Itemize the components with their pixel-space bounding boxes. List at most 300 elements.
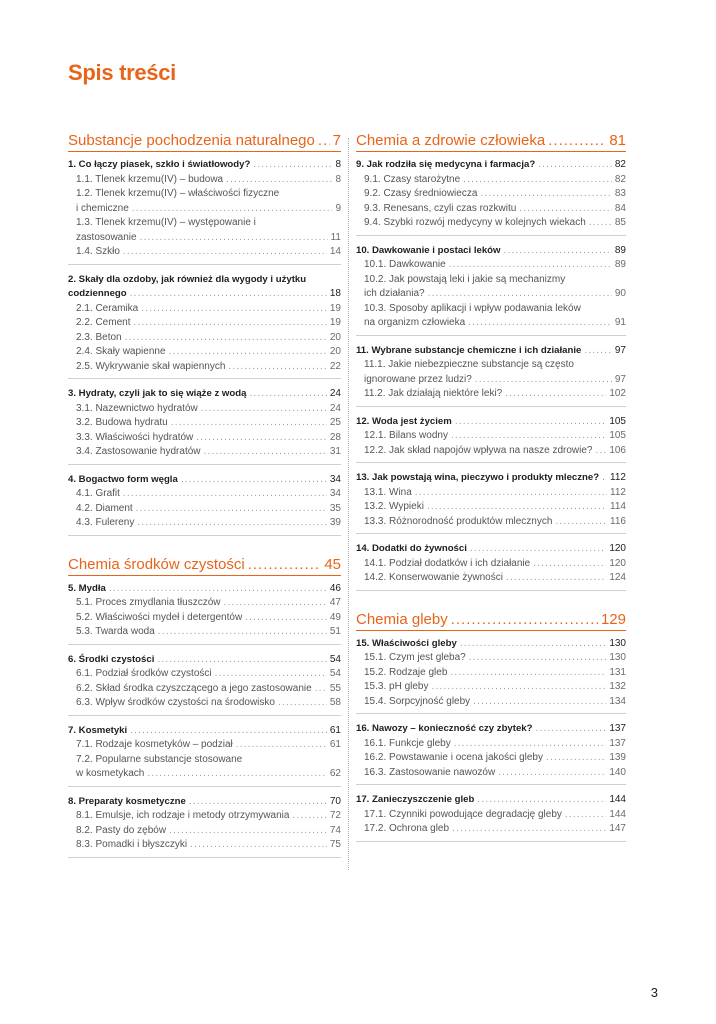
toc-entry-title: 13.1. Wina [364,486,412,498]
toc-subentry[interactable] [356,571,626,586]
dot-leader [224,596,327,611]
toc-entry-title: 9.1. Czasy starożytne [364,173,461,185]
toc-chapter [356,469,626,534]
dot-leader [253,158,332,173]
toc-entry-page: 20 [329,331,341,343]
toc-chapter-entry[interactable] [356,471,626,486]
dot-leader [555,515,607,530]
dot-leader [196,431,327,446]
toc-subentry[interactable] [356,173,626,188]
toc-entry-title: 6.1. Podział środków czystości [76,668,212,679]
toc-section [356,132,626,591]
toc-entry-page: 28 [329,431,341,443]
toc-subentry[interactable] [356,651,626,666]
toc-entry-page: 18 [329,288,341,299]
dot-leader [292,809,326,824]
toc-entry-page: 61 [329,724,341,736]
dot-leader [506,571,606,586]
toc-entry-page: 39 [329,517,341,528]
toc-entry-page: 70 [329,795,341,807]
toc-entry-title: 9. Jak rodziła się medycyna i farmacja? [356,159,536,170]
toc-subentry[interactable] [68,487,341,502]
toc-chapter [356,413,626,464]
toc-entry-title: 3.1. Nazewnictwo hydratów [76,402,198,414]
dot-leader [125,331,327,346]
toc-entry-page: 75 [329,839,341,850]
toc-entry-title: 7. Kosmetyki [68,724,128,736]
toc-section [356,611,626,842]
dot-leader [454,737,607,752]
dot-leader [469,651,607,666]
toc-subentry[interactable] [356,387,626,402]
toc-entry-page: 14 [329,246,341,257]
toc-chapter-entry[interactable] [356,722,626,737]
toc-entry-title: 8.2. Pasty do zębów [76,824,167,836]
toc-subentry[interactable] [68,611,341,626]
toc-entry-page: 139 [609,752,626,763]
toc-entry-title: 6.2. Skład środka czyszczącego a jego zastosowanie [76,682,312,694]
toc-subentry[interactable] [68,345,341,360]
toc-entry-page: 147 [609,823,626,834]
toc-entry-page: 131 [609,666,626,678]
section-heading-title: Substancje pochodzenia naturalnego [68,132,315,149]
toc-subentry[interactable] [68,682,341,697]
toc-subentry[interactable] [68,767,341,782]
toc-subentry[interactable] [68,360,341,375]
dot-leader [132,202,333,217]
toc-right-column [356,132,626,848]
toc-subentry[interactable] [356,258,626,273]
dot-leader [519,202,612,217]
toc-subentry[interactable] [68,245,341,260]
toc-chapter [356,156,626,236]
toc-subentry[interactable] [68,667,341,682]
section-heading-title: Chemia a zdrowie człowieka [356,132,546,149]
toc-entry-page: 19 [329,302,341,314]
toc-entry-title: codziennego [68,288,127,299]
dot-leader [171,416,327,431]
toc-subentry[interactable] [68,431,341,446]
toc-entry-page: 90 [614,288,626,299]
dot-leader [130,287,327,302]
dot-leader [226,173,332,188]
toc-entry-title: 12.2. Jak skład napojów wpływa na nasze zdrowie? [364,444,593,456]
toc-subentry[interactable] [68,824,341,839]
dot-leader [201,402,327,417]
toc-subentry[interactable] [68,331,341,346]
toc-subentry[interactable] [68,502,341,517]
toc-entry-page: 97 [614,373,626,385]
dot-leader [468,316,612,331]
toc-entry-page: 82 [614,159,626,170]
toc-chapter [356,720,626,785]
toc-entry-page: 35 [329,502,341,514]
toc-subentry[interactable] [356,373,626,388]
toc-chapter [68,271,341,380]
toc-entry-line[interactable]: 11.1. Jakie niebezpieczne substancje są często [364,359,574,370]
toc-chapter [356,791,626,842]
dot-leader [450,666,606,681]
toc-entry-page: 130 [609,637,626,649]
dot-leader [533,557,606,572]
dot-leader [546,751,606,766]
dot-leader [451,429,606,444]
toc-entry-title: 9.2. Czasy średniowiecza [364,188,478,199]
toc-subentry[interactable] [356,766,626,781]
toc-entry-title: 15.3. pH gleby [364,681,429,692]
toc-entry-page: 31 [329,446,341,457]
toc-entry-title: 15.2. Rodzaje gleb [364,666,448,678]
toc-entry-line[interactable]: 10.3. Sposoby aplikacji i wpływ podawania leków [364,302,581,314]
dot-leader [278,696,327,711]
dot-leader [463,173,612,188]
toc-entry-title: 5.2. Właściwości mydeł i detergentów [76,611,243,623]
toc-entry-page: 144 [609,794,626,805]
toc-chapter-entry[interactable] [68,473,341,488]
column-divider [348,138,349,870]
toc-chapter-entry[interactable] [356,637,626,652]
toc-chapter [356,342,626,407]
toc-subentry[interactable] [68,173,341,188]
toc-entry-page: 114 [610,501,626,512]
toc-subentry[interactable] [356,822,626,837]
toc-chapter-entry[interactable] [68,582,341,597]
toc-entry-page: 54 [329,653,341,665]
toc-entry-page: 91 [614,317,626,328]
toc-subentry[interactable] [356,515,626,530]
dot-leader [169,345,327,360]
toc-subentry[interactable] [356,429,626,444]
dot-leader [589,216,612,231]
toc-entry-title: 15. Właściwości gleby [356,637,457,649]
toc-chapter-entry[interactable] [68,287,341,302]
toc-entry-page: 54 [329,668,341,679]
toc-entry-title: 3. Hydraty, czyli jak to się wiąże z wodą [68,388,247,399]
dot-leader [584,344,612,359]
toc-entry-page: 120 [609,557,626,569]
toc-entry-line[interactable]: 1.3. Tlenek krzemu(IV) – występowanie i [76,217,256,228]
toc-entry-page: 89 [614,244,626,256]
dot-leader [123,245,327,260]
toc-entry-page: 85 [614,217,626,228]
toc-entry-page: 132 [609,681,626,692]
toc-entry-title: 16.3. Zastosowanie nawozów [364,766,496,778]
dot-leader [477,793,606,808]
toc-subentry[interactable] [356,751,626,766]
toc-entry-line[interactable]: 7.2. Popularne substancje stosowane [76,753,243,765]
dot-leader [498,766,606,781]
dot-leader [538,158,612,173]
toc-entry-page: 61 [329,739,341,750]
dot-leader [123,487,327,502]
toc-subentry[interactable] [68,316,341,331]
dot-leader [136,502,327,517]
toc-subentry[interactable] [356,202,626,217]
toc-chapter-entry[interactable] [356,415,626,430]
section-heading-page: 81 [609,132,626,149]
section-gap [68,542,341,556]
dot-leader [480,187,611,202]
toc-entry-title: 14.2. Konserwowanie żywności [364,572,503,583]
toc-chapter-entry[interactable] [356,793,626,808]
toc-chapter-entry[interactable] [356,158,626,173]
dot-leader [432,680,607,695]
dot-leader [190,838,327,853]
dot-leader [248,556,322,573]
toc-chapter-entry[interactable] [68,724,341,739]
toc-entry-title: 8.3. Pomadki i błyszczyki [76,839,188,850]
toc-entry-title: 14. Dodatki do żywności [356,543,467,554]
toc-entry-page: 144 [609,808,626,820]
toc-entry-title: 1. Co łączy piasek, szkło i światłowody? [68,159,251,170]
toc-subentry[interactable] [356,316,626,331]
toc-section [68,132,341,536]
toc-entry-title: 3.2. Budowa hydratu [76,417,168,428]
toc-entry-title: 3.3. Właściwości hydratów [76,431,194,443]
section-heading[interactable] [68,132,341,152]
toc-entry-title: 4.2. Diament [76,502,133,514]
page-number: 3 [650,985,658,1000]
dot-leader [147,767,327,782]
toc-entry-page: 124 [609,572,626,583]
toc-subentry[interactable] [356,557,626,572]
toc-entry-title: 17. Zanieczyszczenie gleb [356,794,475,805]
toc-entry-title: 7.1. Rodzaje kosmetyków – podział [76,739,233,750]
toc-entry-page: 34 [329,488,341,499]
toc-entry-title: 2.1. Ceramika [76,302,139,314]
dot-leader [595,444,606,459]
toc-entry-title: 13.3. Różnorodność produktów mlecznych [364,515,553,527]
toc-chapter [68,156,341,265]
toc-subentry[interactable] [68,302,341,317]
dot-leader [204,445,327,460]
dot-leader [236,738,327,753]
dot-leader [548,132,606,149]
toc-subentry[interactable] [356,287,626,302]
dot-leader [473,695,606,710]
toc-chapter-entry[interactable] [68,653,341,668]
toc-entry-page: 72 [329,810,341,821]
toc-entry-page: 116 [610,515,626,527]
toc-entry-title: 11.2. Jak działają niektóre leki? [364,388,503,399]
toc-entry-page: 112 [610,486,626,498]
toc-subentry[interactable] [68,416,341,431]
toc-chapter [68,793,341,858]
dot-leader [565,808,606,823]
section-heading[interactable] [356,132,626,152]
toc-entry-title: 15.4. Sorpcyjność gleby [364,695,471,707]
toc-entry-page: 82 [614,173,626,185]
toc-entry-page: 74 [329,824,341,836]
dot-leader [455,415,607,430]
toc-chapter-entry[interactable] [356,344,626,359]
toc-subentry[interactable] [68,838,341,853]
toc-chapter [68,385,341,465]
dot-leader [157,653,326,668]
toc-entry-page: 25 [329,417,341,428]
section-heading[interactable] [356,611,626,631]
dot-leader [318,132,330,149]
toc-entry-page: 49 [329,611,341,623]
toc-subentry[interactable] [356,500,626,515]
toc-subentry[interactable] [68,202,341,217]
toc-entry-page: 89 [614,259,626,270]
toc-entry-page: 51 [329,626,341,637]
toc-subentry[interactable] [68,516,341,531]
toc-entry-title: 5.1. Proces zmydlania tłuszczów [76,597,221,608]
dot-leader [158,625,327,640]
toc-chapter-entry[interactable] [356,542,626,557]
toc-subentry[interactable] [68,231,341,246]
toc-subentry[interactable] [356,486,626,501]
toc-chapter-entry[interactable] [68,158,341,173]
section-heading-page: 7 [332,132,341,149]
toc-subentry[interactable] [356,444,626,459]
toc-subentry[interactable] [356,737,626,752]
toc-entry-title: 8. Preparaty kosmetyczne [68,795,186,807]
dot-leader [215,667,327,682]
toc-left-column [68,132,341,864]
toc-section [68,556,341,858]
toc-entry-page: 62 [329,768,341,779]
toc-entry-page: 47 [329,597,341,608]
toc-subentry[interactable] [68,696,341,711]
toc-entry-page: 120 [609,543,626,554]
section-heading-page: 45 [324,555,341,573]
dot-leader [536,722,607,737]
toc-entry-title: i chemiczne [76,202,129,214]
toc-entry-title: 2.3. Beton [76,331,122,343]
toc-entry-title: 1.1. Tlenek krzemu(IV) – budowa [76,173,224,185]
section-heading-title: Chemia gleby [356,610,448,628]
toc-subentry[interactable] [68,445,341,460]
toc-chapter [356,635,626,715]
dot-leader [602,471,607,486]
toc-chapter-entry[interactable] [68,795,341,810]
toc-entry-title: 4.1. Grafit [76,488,120,499]
dot-leader [475,373,612,388]
toc-subentry[interactable] [68,596,341,611]
toc-chapter [356,540,626,591]
toc-subentry[interactable] [68,402,341,417]
dot-leader [315,682,327,697]
toc-entry-title: 5.3. Twarda woda [76,626,155,637]
toc-entry-title: 9.3. Renesans, czyli czas rozkwitu [364,202,517,214]
toc-entry-title: zastosowanie [76,231,137,243]
toc-entry-title: 12.1. Bilans wodny [364,430,448,441]
section-heading[interactable] [68,556,341,576]
toc-entry-title: 12. Woda jest życiem [356,415,452,427]
toc-subentry[interactable] [68,738,341,753]
toc-entry-title: 10.1. Dawkowanie [364,259,446,270]
dot-leader [133,316,326,331]
toc-entry-line[interactable]: 2. Skały dla ozdoby, jak również dla wygody i użytku [68,273,307,285]
dot-leader [189,795,327,810]
toc-entry-title: 8.1. Emulsje, ich rodzaje i metody otrzymywania [76,810,290,821]
toc-entry-title: 15.1. Czym jest gleba? [364,652,466,663]
dot-leader [109,582,327,597]
toc-chapter [68,580,341,645]
dot-leader [181,473,327,488]
toc-subentry[interactable] [68,809,341,824]
section-heading-page: 129 [600,610,626,628]
toc-entry-page: 105 [609,415,626,427]
toc-entry-page: 130 [609,652,626,663]
toc-entry-page: 24 [329,402,341,414]
toc-chapter [356,242,626,336]
toc-chapter [68,722,341,787]
toc-entry-page: 137 [609,737,626,749]
dot-leader [504,244,612,259]
toc-chapter [68,651,341,716]
toc-entry-title: 16. Nawozy – konieczność czy zbytek? [356,723,533,734]
toc-entry-title: 9.4. Szybki rozwój medycyny w kolejnych wiekach [364,217,586,228]
dot-leader [130,724,327,739]
toc-entry-title: 1.4. Szkło [76,246,120,257]
toc-entry-title: 2.5. Wykrywanie skał wapiennych [76,360,226,372]
toc-entry-page: 24 [329,388,341,399]
toc-entry-line[interactable]: 1.2. Tlenek krzemu(IV) – właściwości fizyczne [76,188,280,199]
toc-entry-title: 2.4. Skały wapienne [76,346,166,357]
toc-entry-page: 58 [329,697,341,708]
toc-entry-page: 20 [329,346,341,357]
toc-entry-page: 137 [609,723,626,734]
toc-subentry[interactable] [356,216,626,231]
toc-entry-title: 3.4. Zastosowanie hydratów [76,446,201,457]
toc-entry-page: 9 [335,202,341,214]
toc-entry-page: 105 [609,430,626,441]
dot-leader [452,822,606,837]
dot-leader [415,486,607,501]
toc-entry-page: 106 [609,444,626,456]
toc-subentry[interactable] [356,666,626,681]
toc-entry-title: 11. Wybrane substancje chemiczne i ich działanie [356,344,582,356]
dot-leader [245,611,327,626]
dot-leader [169,824,327,839]
toc-entry-title: 13. Jak powstają wina, pieczywo i produkty mleczne? [356,472,600,483]
dot-leader [249,387,326,402]
toc-entry-title: w kosmetykach [76,768,145,779]
toc-entry-page: 112 [610,472,626,483]
dot-leader [470,542,606,557]
toc-entry-title: 17.2. Ochrona gleb [364,823,450,834]
toc-entry-line[interactable]: 10.2. Jak powstają leki i jakie są mechanizmy [364,273,566,285]
toc-subentry[interactable] [68,625,341,640]
toc-chapter-entry[interactable] [68,387,341,402]
toc-entry-title: 6. Środki czystości [68,653,155,665]
section-heading-title: Chemia środków czystości [68,555,245,573]
toc-entry-page: 46 [329,582,341,594]
toc-entry-title: 2.2. Cement [76,317,131,328]
toc-entry-title: 4.3. Fulereny [76,517,135,528]
toc-chapter-entry[interactable] [356,244,626,259]
toc-subentry[interactable] [356,695,626,710]
toc-entry-page: 8 [335,159,341,170]
toc-entry-page: 55 [329,682,341,694]
toc-entry-page: 140 [609,766,626,778]
toc-entry-title: na organizm człowieka [364,317,466,328]
toc-entry-title: ignorowane przez ludzi? [364,373,472,385]
toc-entry-title: 4. Bogactwo form węgla [68,473,178,485]
toc-entry-title: 14.1. Podział dodatków i ich działanie [364,557,531,569]
toc-subentry[interactable] [356,680,626,695]
toc-subentry[interactable] [356,808,626,823]
toc-chapter [68,471,341,536]
toc-subentry[interactable] [356,187,626,202]
toc-entry-page: 84 [614,202,626,214]
dot-leader [460,637,607,652]
dot-leader [228,360,326,375]
